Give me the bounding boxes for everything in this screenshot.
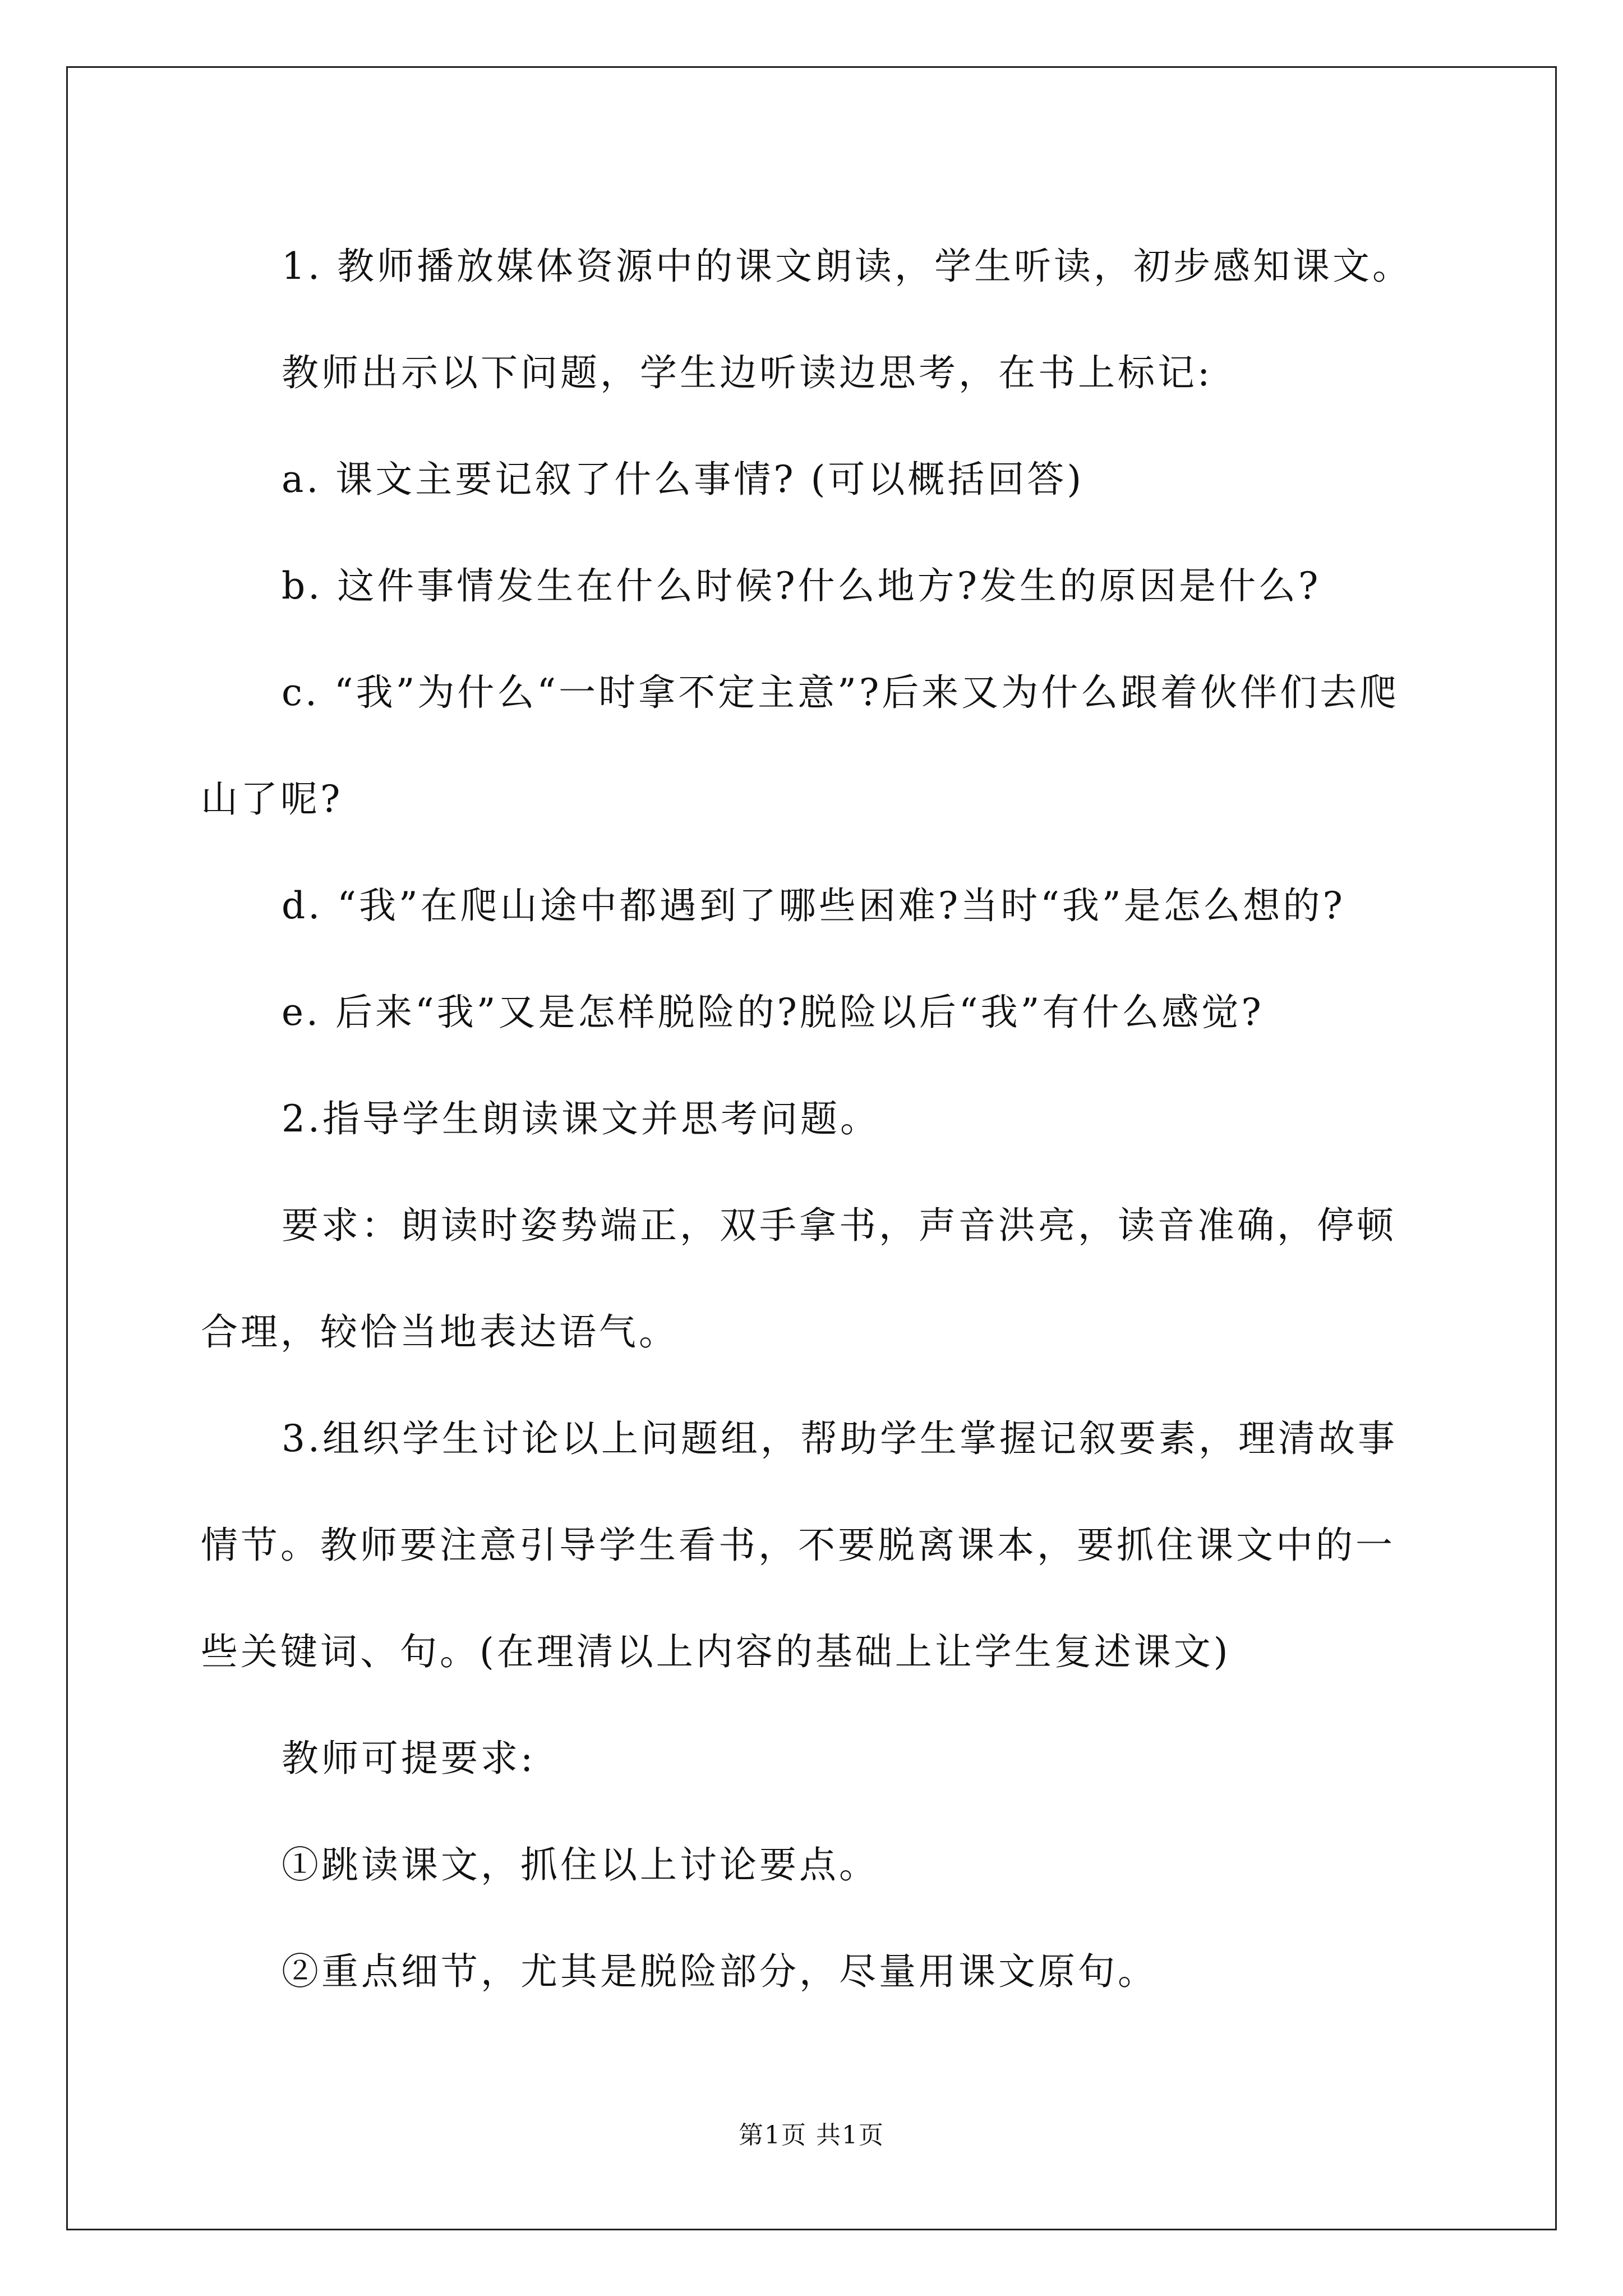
- paragraph-step-3: 3.组织学生讨论以上问题组，帮助学生掌握记叙要素，理清故事情节。教师要注意引导学生看书，不要脱离课本，要抓住课文中的一些关键词、句。(在理清以上内容的基础上让学生复述课文): [201, 1417, 1398, 1673]
- paragraph-step-2: 2.指导学生朗读课文并思考问题。: [282, 1097, 880, 1140]
- paragraph-reading-requirements: 要求：朗读时姿势端正，双手拿书，声音洪亮，读音准确，停顿合理，较恰当地表达语气。: [201, 1204, 1396, 1354]
- paragraph-question-e: e. 后来“我”又是怎样脱险的?脱险以后“我”有什么感觉?: [282, 991, 1264, 1034]
- paragraph-question-b: b. 这件事情发生在什么时候?什么地方?发生的原因是什么?: [282, 564, 1321, 608]
- paragraph-requirement-2: ②重点细节，尤其是脱险部分，尽量用课文原句。: [282, 1950, 1158, 1993]
- paragraph-step-1: 1. 教师播放媒体资源中的课文朗读，学生听读，初步感知课文。: [282, 245, 1412, 288]
- paragraph-teacher-requirements: 教师可提要求:: [282, 1737, 536, 1780]
- paragraph-question-a: a. 课文主要记叙了什么事情? (可以概括回答): [282, 458, 1085, 501]
- paragraph-question-c: c. “我”为什么“一时拿不定主意”?后来又为什么跟着伙伴们去爬山了呢?: [201, 671, 1400, 821]
- paragraph-question-d: d. “我”在爬山途中都遇到了哪些困难?当时“我”是怎么想的?: [282, 884, 1345, 927]
- paragraph-requirement-1: ①跳读课文，抓住以上讨论要点。: [282, 1843, 879, 1887]
- document-body: [201, 213, 1435, 2025]
- paragraph-questions-intro: 教师出示以下问题，学生边听读边思考，在书上标记:: [282, 351, 1213, 394]
- page-number-footer: 第1页 共1页: [739, 2121, 884, 2150]
